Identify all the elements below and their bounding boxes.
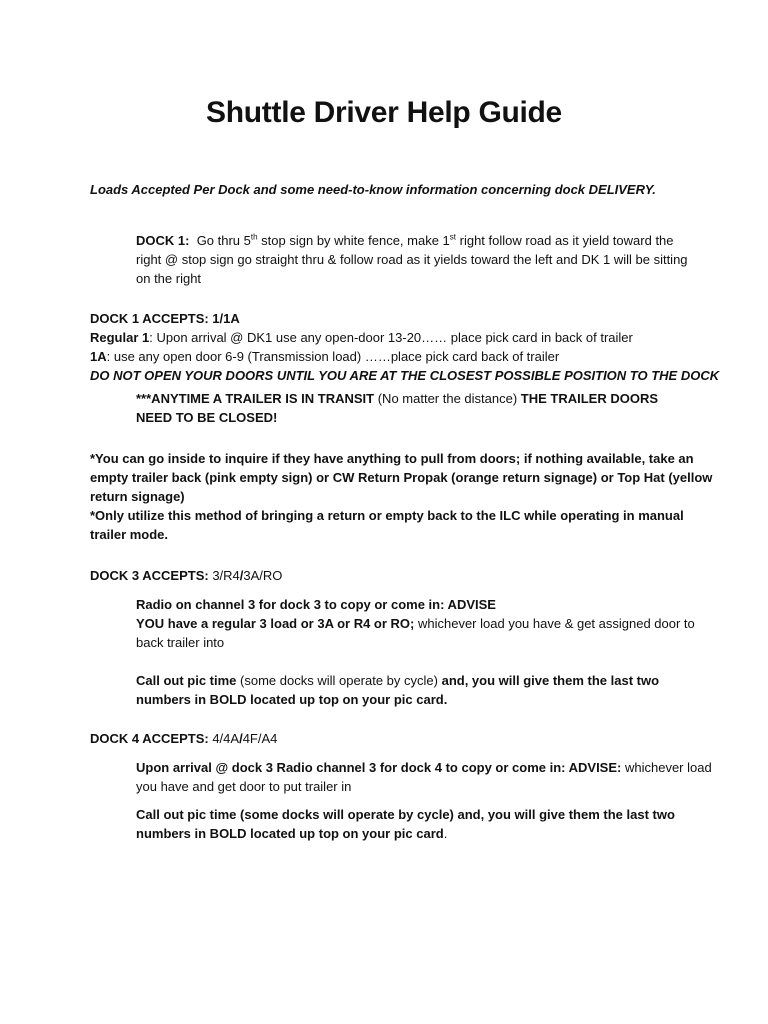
transit-text-3: THE TRAILER DOORS: [520, 391, 659, 406]
dock3-advise-bold: YOU have a regular 3 load or 3A or R4 or RO;: [136, 616, 415, 631]
subtitle: Loads Accepted Per Dock and some need-to-know information concerning dock DELIVERY.: [90, 182, 656, 197]
transit-text-2: (No matter the distance): [374, 391, 521, 406]
dock4-callout: [136, 805, 691, 843]
dock4-loads-a: 4/4A: [208, 731, 240, 746]
dock4-slash: /: [239, 731, 243, 746]
dock1-accepts-heading: DOCK 1 ACCEPTS: 1/1A: [90, 311, 240, 326]
note-line-3: return signage): [90, 489, 185, 504]
dock1-line-3: on the right: [136, 271, 202, 286]
note-line-4: *Only utilize this method of bringing a return or empty back to the ILC while operating in manual: [90, 508, 684, 523]
dock4-arrival-line2: you have and get door to put trailer in: [136, 779, 352, 794]
dock1-directions: [136, 231, 691, 288]
dock1-sup-st: st: [449, 232, 457, 242]
dock4-callout-end: .: [443, 826, 448, 841]
note-line-5: trailer mode.: [90, 527, 169, 542]
dock1-label: DOCK 1:: [136, 233, 190, 248]
dock1-sup-th: th: [250, 232, 258, 242]
notes-section: [90, 449, 713, 544]
dock1-line-2: right @ stop sign go straight thru & follow road as it yields toward the left and DK 1 will be sitting: [136, 252, 688, 267]
note-line-2: empty trailer back (pink empty sign) or CW Return Propak (orange return signage) or Top Hat (yellow: [90, 470, 713, 485]
dock1-text-3: right follow road as it yield toward the: [456, 233, 674, 248]
dock3-callout-line2: numbers in BOLD located up top on your pic card.: [136, 692, 448, 707]
dock3-callout: [136, 671, 691, 709]
regular1-text: : Upon arrival @ DK1 use any open-door 13-20…… place pick card in back of trailer: [149, 330, 633, 345]
dock3-advise-line2: back trailer into: [136, 635, 225, 650]
dock3-radio-line: Radio on channel 3 for dock 3 to copy or come in: ADVISE: [136, 597, 496, 612]
dock3-radio: [136, 595, 695, 652]
dock4-arrival: [136, 758, 712, 796]
dock4-callout-line1: Call out pic time (some docks will operate by cycle) and, you will give them the last two: [136, 807, 675, 822]
regular1-label: Regular 1: [90, 330, 150, 345]
dock4-arrival-bold: Upon arrival @ dock 3 Radio channel 3 for dock 4 to copy or come in: ADVISE:: [136, 760, 622, 775]
doors-warning: DO NOT OPEN YOUR DOORS UNTIL YOU ARE AT THE CLOSEST POSSIBLE POSITION TO THE DOCK: [90, 368, 720, 383]
dock3-callout-1: Call out pic time: [136, 673, 237, 688]
dock4-callout-line2: numbers in BOLD located up top on your pic card: [136, 826, 444, 841]
transit-text-1: ***ANYTIME A TRAILER IS IN TRANSIT: [136, 391, 375, 406]
transit-text-4: NEED TO BE CLOSED!: [136, 410, 278, 425]
dock1-text-1: Go thru 5: [196, 233, 251, 248]
note-line-1: *You can go inside to inquire if they have anything to pull from doors; if nothing available, take an: [90, 451, 694, 466]
dock4-heading: [90, 729, 690, 748]
dock3-loads-a: 3/R4: [208, 568, 240, 583]
1a-text: : use any open door 6-9 (Transmission load) ……place pick card back of trailer: [106, 349, 560, 364]
page-title: Shuttle Driver Help Guide: [206, 96, 562, 129]
1a-label: 1A: [90, 349, 107, 364]
dock4-loads-b: 4F/A4: [242, 731, 278, 746]
dock3-slash: /: [239, 568, 244, 583]
dock3-callout-2: (some docks will operate by cycle): [236, 673, 442, 688]
dock4-arrival-rest: whichever load: [621, 760, 712, 775]
dock3-label: DOCK 3 ACCEPTS:: [90, 568, 209, 583]
dock4-label: DOCK 4 ACCEPTS:: [90, 731, 209, 746]
dock1-accepts-section: [90, 309, 720, 385]
dock3-loads-b: 3A/RO: [243, 568, 283, 583]
dock3-callout-3: and, you will give them the last two: [441, 673, 660, 688]
transit-note: [136, 389, 691, 427]
dock1-text-2: stop sign by white fence, make 1: [257, 233, 450, 248]
dock3-heading: [90, 566, 690, 585]
dock3-advise-rest: whichever load you have & get assigned door to: [414, 616, 695, 631]
